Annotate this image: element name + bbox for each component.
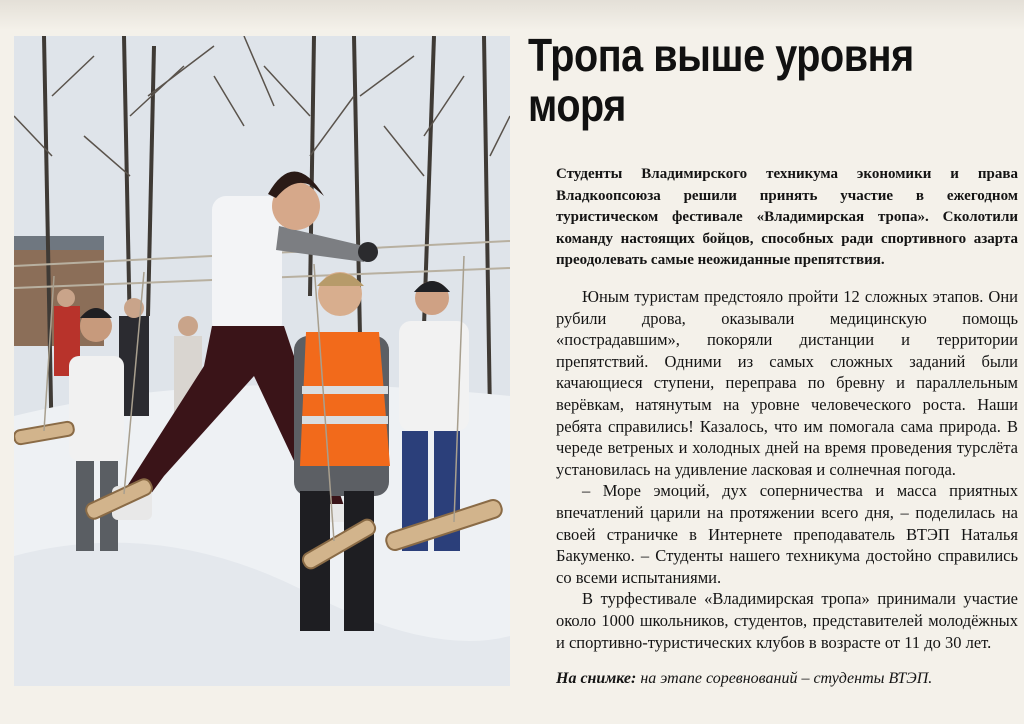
caption-label: На снимке: xyxy=(556,670,637,687)
article-paragraph: – Море эмоций, дух соперничества и масса приятных впечатлений царили на протяжении всего дня, – поделилась на своей страничке в Интернете преподаватель ВТЭП Наталья Бакуменко. – Студенты нашего техникума достойно справились со всеми испытаниями. xyxy=(556,481,1018,587)
article-paragraph: Юным туристам предстояло пройти 12 сложных этапов. Они рубили дрова, оказывали медицинскую помощь «пострадавшим», покоряли дистанции и территории препятствий. Одними из самых сложных заданий были качающиеся ступени, переправа по бревну и параллельным верёвкам, натянутым на уровне человеческого роста. Наши ребята справились! Казалось, что им помогала сама природа. В череде ветреных и холодных дней на время проведения турслёта установилась на удивление ласковая и солнечная погода. xyxy=(556,287,1018,479)
photo-caption xyxy=(556,668,1018,690)
article-paragraph: В турфестивале «Владимирская тропа» принимали участие около 1000 школьников, студентов, представителей молодёжных и спортивно-туристических клубов в возрасте от 11 до 30 лет. xyxy=(556,589,1018,652)
article-photo xyxy=(14,36,510,686)
article-title: Тропа выше уровня моря xyxy=(528,29,914,131)
article-body xyxy=(556,286,1018,653)
caption-text: на этапе соревнований – студенты ВТЭП. xyxy=(636,670,933,687)
article-lead: Студенты Владимирского техникума экономики и права Владкоопсоюза решили принять участие в ежегодном туристическом фестивале «Владимирская тропа». Сколотили команду настоящих бойцов, способных ради спортивного азарта преодолевать самые неожиданные препятствия. xyxy=(556,166,1018,268)
previous-page-bleed xyxy=(0,0,1024,30)
